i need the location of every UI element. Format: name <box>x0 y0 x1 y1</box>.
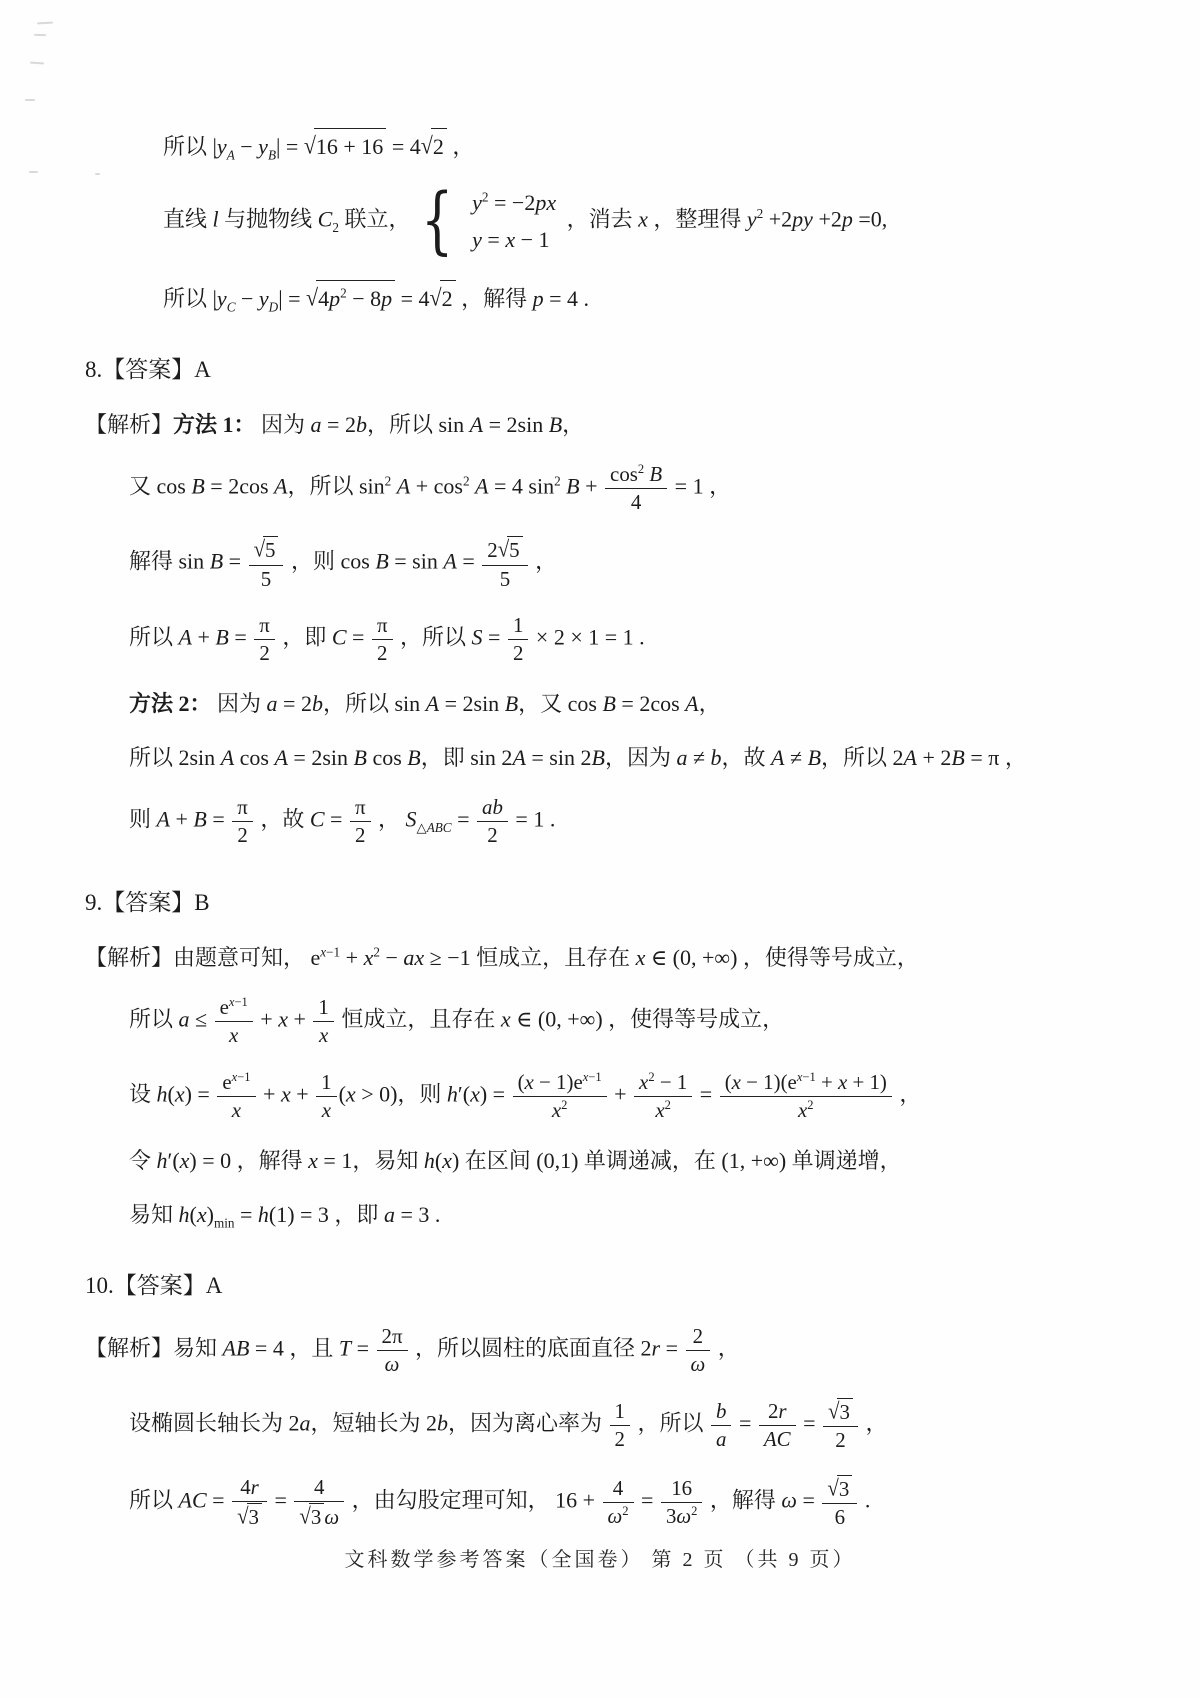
q10-line3: 所以 AC = $\frac{4r}{√3}$ = $\frac{4}{√3 \omega}$ ，由勾股定理可知， 16 + $\frac{4}{\omega^2}$ = $\frac{16}{3\omega^2}$ ，解得 ω = $\frac{√3}{6}$ . <box>129 1474 871 1529</box>
q7-line-system: 直线 l 与抛物线 $C_2$ 联立， { $y^2 = -2px$ y = x − 1 ，消去 x ，整理得 $y^2 +2py +2p =0$, <box>163 179 888 264</box>
scan-artifact <box>25 99 35 101</box>
answers-content <box>85 128 1148 1530</box>
scan-artifact <box>29 171 38 173</box>
q9-answer: 9.【答案】B <box>85 889 210 915</box>
q9-line3: 设 h(x) = $\frac{e^{x-1}}{x}$ + x + $\frac{1}{x}$ (x > 0)，则 h′(x) = $\frac{(x - 1)e^{x-1}}{x^2}$ + $\frac{x^2 - 1}{x^2}$ = $\frac{(x - 1)(e^{x-1} + x + 1)}{x^2}$ ， <box>129 1069 922 1122</box>
q8-method1-line4: 所以 A + B = $\frac{\pi}{2}$ ，即 C = $\frac{\pi}{2}$ ，所以 S = $\frac{1}{2}$ × 2 × 1 = 1 . <box>129 612 645 665</box>
q8-method1-line3: 解得 sin B = $\frac{√5}{5}$ ，则 cos B = sin A = $\frac{2√5}{5}$ ， <box>129 536 558 591</box>
q9-line1: 【解析】由题意可知， $e^{x-1} + x^2$ − ax ≥ −1 恒成立，且存在 x ∈ (0, +∞) ，使得等号成立， <box>85 945 919 971</box>
q7-line-ya-yb: 所以 $|y_A - y_B| = √16 + 16 = 4√2$ ， <box>85 128 1148 163</box>
page-footer: 文科数学参考答案（全国卷） 第 2 页 （共 9 页） <box>344 1549 856 1571</box>
q8-method2-line3: 则 A + B = $\frac{\pi}{2}$ ，故 C = $\frac{\pi}{2}$ ， $S_{\triangle ABC}$ = $\frac{ab}{2}$ = 1 . <box>129 794 556 847</box>
scan-artifact <box>34 34 46 36</box>
q8-method1-line2: 又 cos B = 2cos A，所以 $\sin^2 A + \cos^2 A = 4$ $\sin^2 B$ + $\frac{\cos^2 B}{4}$ = 1 ， <box>129 462 732 515</box>
q10-answer: 10.【答案】A <box>85 1272 223 1298</box>
q8-method2-line2: 所以 2sin A cos A = 2sin B cos B，即 sin 2A = sin 2B，因为 a ≠ b，故 A ≠ B，所以 2A + 2B = π ， <box>129 744 1027 770</box>
q8-answer: 8.【答案】A <box>85 356 211 382</box>
q10-line2: 设椭圆长轴长为 2a，短轴长为 2b，因为离心率为 $\frac{1}{2}$ ，所以 $\frac{b}{a}$ = $\frac{2r}{AC}$ = $\frac{√3}{2}$ ， <box>129 1398 888 1453</box>
q8-method1-line1: 【解析】方法 1： 因为 a = 2b，所以 sin A = 2sin B， <box>85 412 585 438</box>
q9-line4: 令 h′(x) = 0 ，解得 x = 1，易知 h(x) 在区间 (0,1) 单调递减，在 (1, +∞) 单调递增， <box>129 1147 902 1173</box>
q9-line5: 易知 $h(x)_{min} = h(1) = 3$ ，即 a = 3 . <box>129 1201 441 1231</box>
q10-line1: 【解析】易知 AB = 4 ，且 T = $\frac{2\pi}{\omega}$ ，所以圆柱的底面直径 2r = $\frac{2}{\omega}$ ， <box>85 1324 740 1377</box>
q7-line-yc-yd: 所以 $|y_C - y_D| = √4p^2 - 8p = 4√2$ ，解得 p = 4 . <box>85 280 1148 315</box>
q9-line2: 所以 a ≤ $\frac{e^{x-1}}{x}$ + x + $\frac{1}{x}$ 恒成立，且存在 x ∈ (0, +∞) ，使得等号成立， <box>129 995 785 1048</box>
scan-artifact <box>30 62 44 65</box>
q8-method2-line1: 方法 2： 因为 a = 2b，所以 sin A = 2sin B，又 cos B = 2cos A， <box>129 690 721 716</box>
scan-artifact <box>37 22 53 25</box>
